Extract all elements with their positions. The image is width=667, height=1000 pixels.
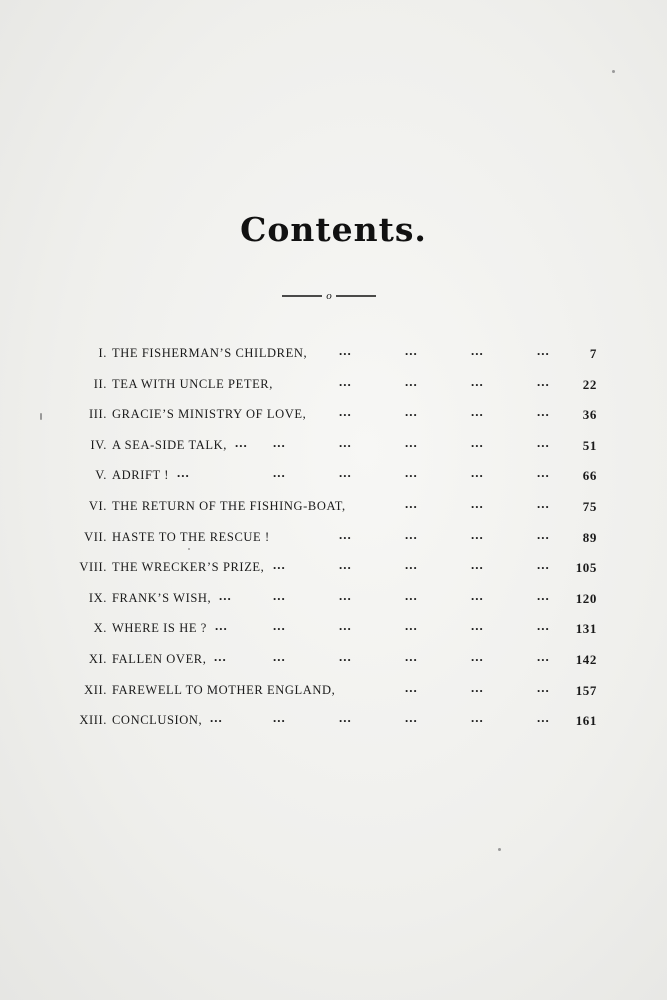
dot-leader: ...	[339, 618, 352, 634]
page-number: 51	[582, 437, 597, 453]
chapter-title: THE RETURN OF THE FISHING-BOAT,	[112, 499, 346, 513]
chapter-number: XI.	[88, 652, 107, 666]
chapter-title: TEA WITH UNCLE PETER,	[112, 376, 273, 391]
toc-entry	[0, 649, 667, 674]
dot-leader: ...	[537, 343, 550, 358]
dot-leader: ...	[471, 618, 484, 634]
chapter-title: ADRIFT !	[112, 468, 170, 483]
toc-entry	[0, 496, 667, 521]
ornament-glyph: o	[326, 290, 332, 302]
dot-leader: ...	[339, 710, 352, 726]
dot-leader: ...	[471, 343, 484, 358]
dot-leader: ...	[537, 465, 550, 481]
chapter-title: FALLEN OVER,	[112, 652, 207, 666]
dot-leader: ...	[214, 649, 227, 664]
dot-leader: ...	[471, 465, 484, 481]
dot-leader: ...	[339, 434, 352, 450]
chapter-number: III.	[88, 407, 107, 422]
chapter-number: VI.	[88, 499, 107, 513]
page-number: 161	[575, 713, 597, 729]
chapter-number: V.	[95, 468, 107, 483]
dot-leader: ...	[537, 679, 550, 695]
toc-entry	[0, 373, 667, 399]
toc-entry	[0, 404, 667, 429]
dot-leader: ...	[235, 434, 248, 450]
chapter-number: X.	[93, 621, 107, 636]
dot-leader: ...	[537, 526, 550, 542]
chapter-title: GRACIE’S MINISTRY OF LOVE,	[112, 407, 307, 422]
page-number: 120	[575, 590, 597, 606]
dot-leader: ...	[537, 496, 550, 511]
page-title: Contents.	[240, 210, 427, 249]
dot-leader: ...	[537, 557, 550, 573]
dot-leader: ...	[405, 526, 418, 542]
page-number: 105	[575, 560, 597, 576]
dot-leader: ...	[471, 557, 484, 573]
dot-leader: ...	[405, 404, 418, 420]
dot-leader: ...	[405, 557, 418, 573]
paper-speck	[40, 413, 42, 420]
toc-entry	[0, 465, 667, 490]
dot-leader: ...	[405, 496, 418, 511]
dot-leader: ...	[273, 649, 286, 664]
chapter-title: THE WRECKER’S PRIZE,	[112, 560, 265, 575]
dot-leader: ...	[405, 710, 418, 726]
dot-leader: ...	[339, 404, 352, 420]
dot-leader: ...	[537, 618, 550, 634]
chapter-number: IX.	[88, 590, 107, 605]
dot-leader: ...	[339, 343, 352, 358]
dot-leader: ...	[339, 587, 352, 603]
dot-leader: ...	[215, 618, 228, 634]
chapter-title: THE FISHERMAN’S CHILDREN,	[112, 346, 308, 360]
dot-leader: ...	[471, 710, 484, 726]
dot-leader: ...	[405, 343, 418, 358]
dot-leader: ...	[273, 465, 286, 481]
page-number: 75	[582, 499, 597, 514]
dot-leader: ...	[405, 618, 418, 634]
page-number: 157	[575, 682, 597, 698]
dot-leader: ...	[219, 587, 232, 603]
dot-leader: ...	[210, 710, 223, 726]
dot-leader: ...	[339, 649, 352, 664]
chapter-number: II.	[93, 376, 107, 391]
dot-leader: ...	[405, 434, 418, 450]
dot-leader: ...	[471, 373, 484, 389]
paper-speck	[498, 848, 501, 851]
dot-leader: ...	[273, 434, 286, 450]
page-number: 142	[575, 652, 597, 667]
dot-leader: ...	[339, 526, 352, 542]
chapter-title: A SEA-SIDE TALK,	[112, 437, 227, 452]
dot-leader: ...	[339, 557, 352, 573]
dot-leader: ...	[471, 649, 484, 664]
chapter-title: FAREWELL TO MOTHER ENGLAND,	[112, 682, 336, 697]
chapter-title: CONCLUSION,	[112, 713, 203, 728]
dot-leader: ...	[537, 649, 550, 664]
chapter-number: VIII.	[79, 560, 107, 575]
chapter-title: WHERE IS HE ?	[112, 621, 207, 636]
page-number: 36	[582, 407, 597, 423]
dot-leader: ...	[471, 526, 484, 542]
dot-leader: ...	[405, 373, 418, 389]
dot-leader: ...	[405, 649, 418, 664]
chapter-number: VII.	[84, 529, 107, 544]
toc-entry	[0, 557, 667, 582]
toc-entry	[0, 710, 667, 735]
dot-leader: ...	[405, 679, 418, 695]
dot-leader: ...	[177, 465, 190, 481]
dot-leader: ...	[273, 557, 286, 573]
dot-leader: ...	[273, 587, 286, 603]
dot-leader: ...	[471, 496, 484, 511]
chapter-number: I.	[98, 346, 107, 360]
dot-leader: ...	[471, 679, 484, 695]
dot-leader: ...	[537, 404, 550, 420]
dot-leader: ...	[471, 434, 484, 450]
chapter-number: XII.	[84, 682, 107, 697]
dot-leader: ...	[273, 618, 286, 634]
page-number: 89	[582, 529, 597, 545]
toc-entry	[0, 679, 667, 705]
dot-leader: ...	[537, 373, 550, 389]
dot-leader: ...	[405, 587, 418, 603]
page-number: 66	[582, 468, 597, 484]
dot-leader: ...	[339, 465, 352, 481]
dot-leader: ...	[273, 710, 286, 726]
paper-speck	[188, 548, 190, 550]
chapter-title: HASTE TO THE RESCUE !	[112, 529, 270, 544]
chapter-number: XIII.	[79, 713, 107, 728]
dot-leader: ...	[537, 434, 550, 450]
page-number: 131	[575, 621, 597, 637]
toc-entry	[0, 343, 667, 368]
dot-leader: ...	[471, 587, 484, 603]
dot-leader: ...	[339, 373, 352, 389]
chapter-title: FRANK’S WISH,	[112, 590, 212, 605]
toc-entry	[0, 434, 667, 460]
paper-speck	[612, 70, 615, 73]
toc-entry	[0, 526, 667, 552]
page-number: 22	[582, 376, 597, 392]
toc-entry	[0, 618, 667, 643]
toc-entry	[0, 587, 667, 613]
dot-leader: ...	[405, 465, 418, 481]
divider-ornament	[282, 289, 376, 303]
dot-leader: ...	[471, 404, 484, 420]
chapter-number: IV.	[90, 437, 107, 452]
dot-leader: ...	[537, 587, 550, 603]
dot-leader: ...	[537, 710, 550, 726]
page-number: 7	[589, 346, 597, 361]
